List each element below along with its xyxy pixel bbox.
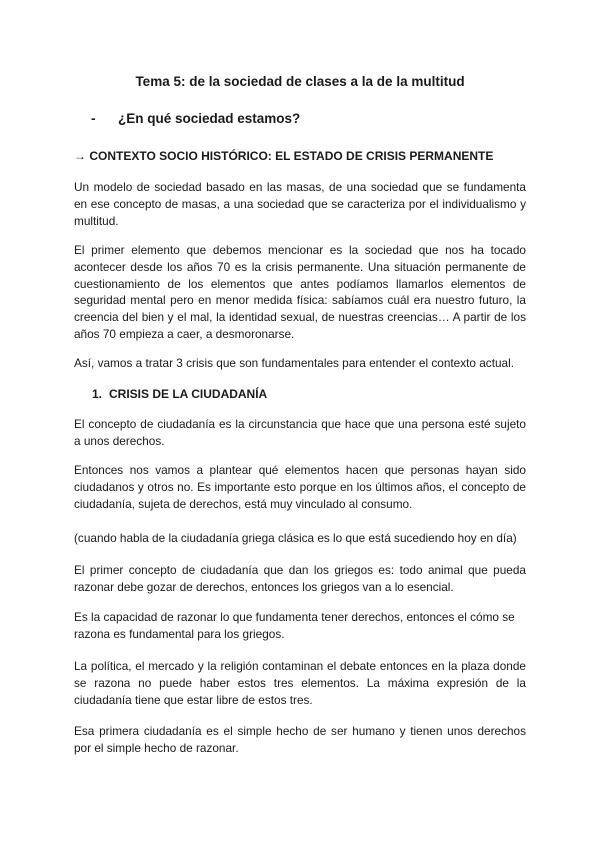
section-number: 1. <box>92 387 103 401</box>
paragraph-4: El concepto de ciudadanía es la circunstancia que hace que una persona esté sujeto a unos derechos. <box>74 417 526 448</box>
section-title: CRISIS DE LA CIUDADANÍA <box>109 387 268 401</box>
paragraph-6: (cuando habla de la ciudadanía griega clásica es lo que está sucediendo hoy en día) <box>74 531 517 545</box>
paragraph-5: Entonces nos vamos a plantear qué elementos hacen que personas hayan sido ciudadanos y otros no. Es importante esto porque en los últimos años, el concepto de ciudadanía, sujeta de derechos, está muy vinculado al consumo. <box>74 463 526 511</box>
paragraph-2: El primer elemento que debemos mencionar es la sociedad que nos ha tocado acontecer desde los años 70 es la crisis permanente. Una situación permanente de cuestionamiento de los elementos que antes podíamos llamarlos elementos de seguridad mental pero en menor medida física: sabíamos cuál era nuestro futuro, la creencia del bien y el mal, la identidad sexual, de nuestras creencias… A partir de los años 70 empieza a caer, a desmoronarse. <box>74 243 526 341</box>
subquestion-text: ¿En qué sociedad estamos? <box>118 111 301 126</box>
paragraph-1: Un modelo de sociedad basado en las masas, de una sociedad que se fundamenta en ese concepto de masas, a una sociedad que se caracteriza por el individualismo y multitud. <box>74 180 526 228</box>
subquestion <box>91 111 300 126</box>
bullet-dash: - <box>91 111 96 126</box>
paragraph-9: La política, el mercado y la religión contaminan el debate entonces en la plaza donde se razona no puede haber estos tres elementos. La máxima expresión de la ciudadanía tiene que estar libre de estos tres. <box>74 659 526 707</box>
paragraph-10: Esa primera ciudadanía es el simple hecho de ser humano y tienen unos derechos por el simple hecho de razonar. <box>74 724 526 755</box>
document-title: Tema 5: de la sociedad de clases a la de la multitud <box>135 74 465 89</box>
paragraph-3: Así, vamos a tratar 3 crisis que son fundamentales para entender el contexto actual. <box>74 356 515 370</box>
paragraph-7: El primer concepto de ciudadanía que dan los griegos es: todo animal que pueda razonar debe gozar de derechos, entonces los griegos van a lo esencial. <box>74 563 526 594</box>
paragraph-8: Es la capacidad de razonar lo que fundamenta tener derechos, entonces el cómo se razona es fundamental para los griegos. <box>74 610 515 641</box>
section-heading <box>92 387 267 401</box>
context-heading: → CONTEXTO SOCIO HISTÓRICO: EL ESTADO DE CRISIS PERMANENTE <box>74 149 494 163</box>
